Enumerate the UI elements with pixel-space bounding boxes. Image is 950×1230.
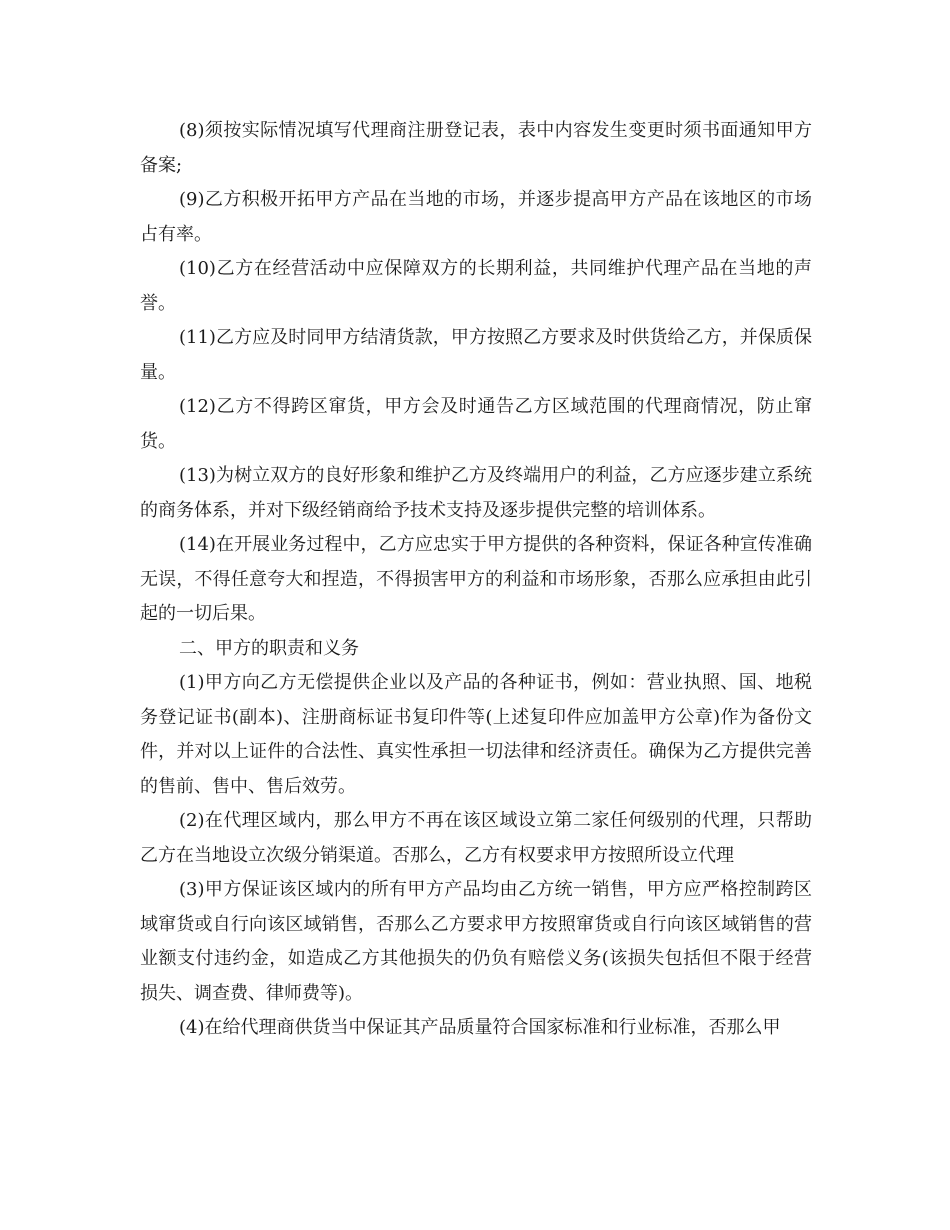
paragraph-item-12: (12)乙方不得跨区窜货，甲方会及时通告乙方区域范围的代理商情况，防止窜货。 (140, 396, 812, 452)
paragraph-item-11: (11)乙方应及时同甲方结清货款，甲方按照乙方要求及时供货给乙方，并保质保量。 (140, 327, 812, 383)
paragraph-item-10: (10)乙方在经营活动中应保障双方的长期利益，共同维护代理产品在当地的声誉。 (140, 258, 812, 314)
paragraph-party-a-3: (3)甲方保证该区域内的所有甲方产品均由乙方统一销售，甲方应严格控制跨区域窜货或自行向该区域销售，否那么乙方要求甲方按照窜货或自行向该区域销售的营业额支付违约金，如造成乙方其他损失的仍负有赔偿义务(该损失包括但不限于经营损失、调查费、律师费等)。 (140, 879, 812, 1004)
paragraph-item-8: (8)须按实际情况填写代理商注册登记表，表中内容发生变更时须书面通知甲方备案; (140, 120, 812, 176)
paragraph-item-9: (9)乙方积极开拓甲方产品在当地的市场，并逐步提高甲方产品在该地区的市场占有率。 (140, 189, 812, 245)
paragraph-party-a-2: (2)在代理区域内，那么甲方不再在该区域设立第二家任何级别的代理，只帮助乙方在当地设立次级分销渠道。否那么，乙方有权要求甲方按照所设立代理 (140, 810, 812, 866)
paragraph-party-a-4: (4)在给代理商供货当中保证其产品质量符合国家标准和行业标准，否那么甲 (179, 1017, 781, 1038)
document-body (140, 114, 812, 1046)
section-heading-party-a-duties: 二、甲方的职责和义务 (179, 637, 359, 659)
paragraph-party-a-1: (1)甲方向乙方无偿提供企业以及产品的各种证书，例如：营业执照、国、地税务登记证书(副本)、注册商标证书复印件等(上述复印件应加盖甲方公章)作为备份文件，并对以上证件的合法性、真实性承担一切法律和经济责任。确保为乙方提供完善的售前、售中、售后效劳。 (140, 672, 812, 797)
paragraph-item-14: (14)在开展业务过程中，乙方应忠实于甲方提供的各种资料，保证各种宣传准确无误，不得任意夸大和捏造，不得损害甲方的利益和市场形象，否那么应承担由此引起的一切后果。 (140, 534, 812, 624)
paragraph-item-13: (13)为树立双方的良好形象和维护乙方及终端用户的利益，乙方应逐步建立系统的商务体系，并对下级经销商给予技术支持及逐步提供完整的培训体系。 (140, 465, 812, 521)
